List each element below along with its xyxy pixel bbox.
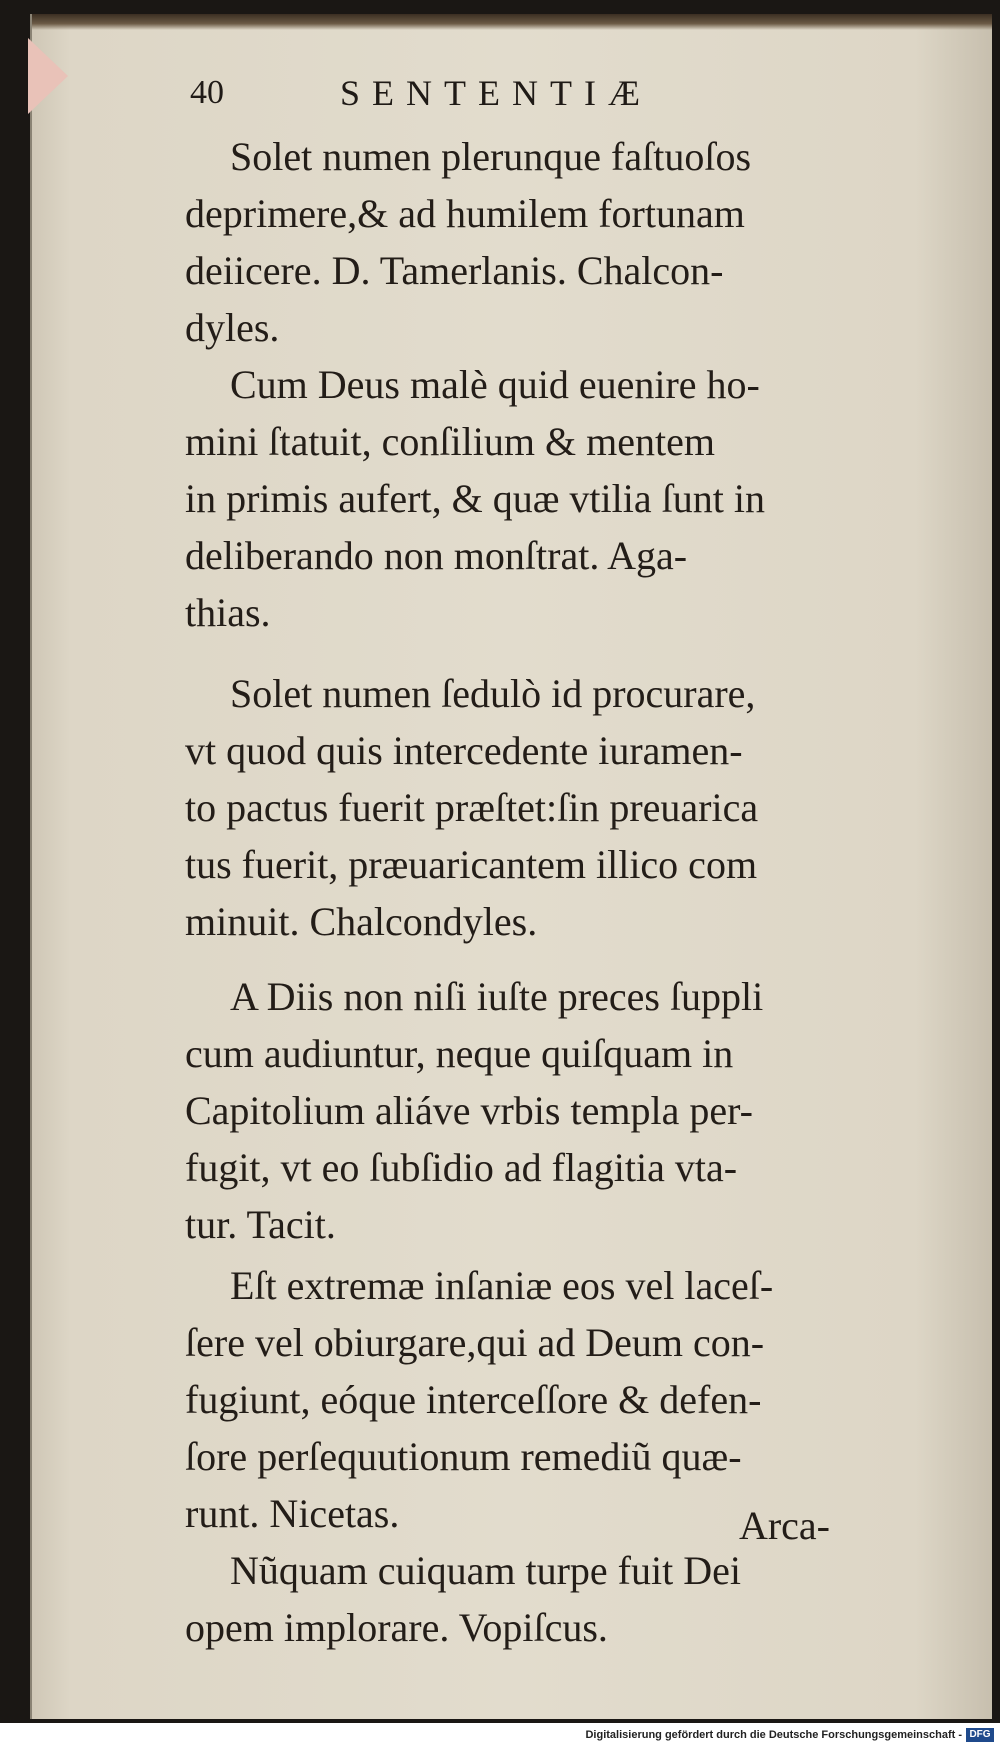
body-text bbox=[185, 128, 855, 1656]
text-line: ſere vel obiurgare,qui ad Deum con- bbox=[185, 1320, 765, 1365]
text-line: deiicere. D. Tamerlanis. Chalcon- bbox=[185, 248, 724, 293]
paragraph bbox=[185, 1257, 855, 1542]
paragraph bbox=[185, 356, 855, 641]
text-line: dyles. bbox=[185, 305, 280, 350]
page-corner-fold bbox=[28, 38, 68, 114]
text-line: opem implorare. Vopiſcus. bbox=[185, 1605, 608, 1650]
text-line: A Diis non niſi iuſte preces ſuppli bbox=[230, 974, 764, 1019]
text-line: Cum Deus malè quid euenire ho- bbox=[230, 362, 760, 407]
paragraph bbox=[185, 665, 855, 950]
page-top-shadow bbox=[32, 14, 992, 30]
page-header bbox=[190, 70, 830, 120]
text-line: Solet numen plerunque faſtuoſos bbox=[230, 134, 752, 179]
text-line: Solet numen ſedulò id procurare, bbox=[230, 671, 756, 716]
dfg-logo: DFG bbox=[966, 1728, 994, 1742]
text-line: runt. Nicetas. bbox=[185, 1491, 400, 1536]
running-head: SENTENTIÆ bbox=[340, 73, 652, 113]
text-line: Eſt extremæ inſaniæ eos vel laceſ- bbox=[230, 1263, 774, 1308]
text-line: tur. Tacit. bbox=[185, 1202, 336, 1247]
text-line: fugiunt, eóque interceſſore & defen- bbox=[185, 1377, 762, 1422]
text-line: vt quod quis intercedente iuramen- bbox=[185, 728, 743, 773]
funding-credit: Digitalisierung gefördert durch die Deutsche Forschungsgemeinschaft - bbox=[585, 1729, 962, 1741]
text-line: thias. bbox=[185, 590, 271, 635]
text-line: mini ſtatuit, conſilium & mentem bbox=[185, 419, 715, 464]
text-line: to pactus fuerit præſtet:ſin preuarica bbox=[185, 785, 759, 830]
text-line: tus fuerit, præuaricantem illico com bbox=[185, 842, 758, 887]
text-line: minuit. Chalcondyles. bbox=[185, 899, 538, 944]
text-line: in primis aufert, & quæ vtilia ſunt in bbox=[185, 476, 765, 521]
text-line: Capitolium aliáve vrbis templa per- bbox=[185, 1088, 753, 1133]
paragraph bbox=[185, 968, 855, 1253]
catchword: Arca- bbox=[738, 1503, 830, 1548]
text-line: fugit, vt eo ſubſidio ad flagitia vta- bbox=[185, 1145, 738, 1190]
digitization-footer bbox=[0, 1723, 1000, 1751]
text-line: cum audiuntur, neque quiſquam in bbox=[185, 1031, 734, 1076]
text-line: ſore perſequutionum remediũ quæ- bbox=[185, 1434, 742, 1479]
page-number: 40 bbox=[190, 74, 224, 111]
paragraph bbox=[185, 128, 855, 356]
text-line: deliberando non monſtrat. Aga- bbox=[185, 533, 688, 578]
text-line: Nũquam cuiquam turpe fuit Dei bbox=[230, 1548, 741, 1593]
text-line: deprimere,& ad humilem fortunam bbox=[185, 191, 745, 236]
paragraph bbox=[185, 1542, 855, 1656]
